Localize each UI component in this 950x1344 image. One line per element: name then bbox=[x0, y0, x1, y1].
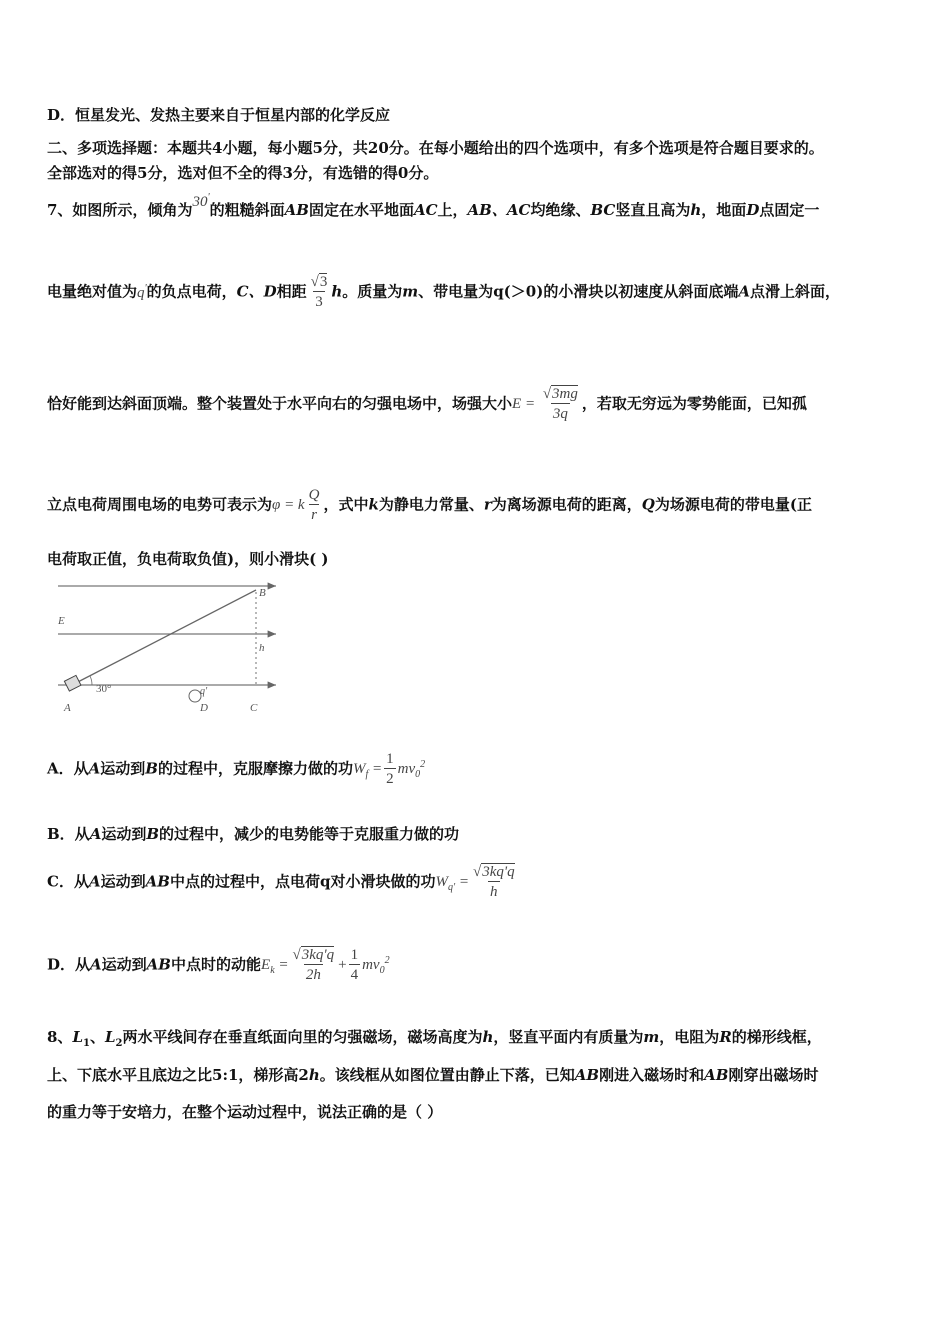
q8-text: ，竖直平面内有质量为 bbox=[493, 1028, 644, 1046]
q7-text: 的粗糙斜面 bbox=[209, 201, 285, 219]
q7-text: 上， bbox=[437, 201, 468, 219]
opt-var: A bbox=[90, 955, 102, 974]
q7-line2 bbox=[47, 273, 840, 312]
q7-var: AC bbox=[413, 201, 438, 219]
opt-text: 运动到 bbox=[100, 872, 146, 891]
opt-text: 运动到 bbox=[101, 825, 147, 843]
field-equation: E = $\frac{√3mg}{3q}$ bbox=[512, 386, 578, 422]
q8-var: AB bbox=[704, 1066, 729, 1084]
opt-var: q bbox=[319, 872, 331, 891]
q7-text: ，式中 bbox=[323, 495, 369, 514]
q7-var: r bbox=[483, 495, 492, 514]
opt-var: A bbox=[89, 825, 102, 843]
potential-equation: φ = k $\frac{Q}{r}$ bbox=[272, 487, 320, 523]
option-d bbox=[47, 946, 390, 985]
q8-var: h bbox=[308, 1066, 320, 1084]
label-a: A bbox=[64, 702, 71, 714]
q7-text: 恰好能到达斜面顶端。整个装置处于水平向右的匀强电场中，场强大小 bbox=[47, 394, 513, 413]
q8-line1 bbox=[47, 1026, 822, 1049]
opt-var: AB bbox=[145, 872, 170, 891]
option-a-formula: $W_f$ = $\frac{1}{2}$ $mv_0^2$ bbox=[353, 751, 426, 787]
q7-text: 固定在水平地面 bbox=[308, 201, 414, 219]
q7-text: 电量绝对值为 bbox=[47, 282, 138, 301]
q8-var: L bbox=[104, 1028, 116, 1046]
opt-text: 运动到 bbox=[101, 955, 147, 974]
q8-sub: 1 bbox=[82, 1038, 90, 1049]
q8-var: m bbox=[643, 1028, 660, 1046]
q7-line3 bbox=[47, 385, 807, 424]
q7-text: 为场源电荷的带电量(正 bbox=[654, 495, 812, 514]
label-q: q' bbox=[200, 686, 208, 697]
q8-text: 的梯形线框， bbox=[731, 1028, 822, 1046]
q8-text: 上、下底水平且底边之比5:1，梯形高2 bbox=[47, 1066, 309, 1084]
label-e: E bbox=[58, 615, 65, 627]
q8-text: ，电阻为 bbox=[659, 1028, 720, 1046]
q8-line3: 的重力等于安培力，在整个运动过程中，说法正确的是（ ） bbox=[47, 1103, 443, 1121]
charge-q: q' bbox=[137, 283, 147, 301]
q7-text: ，地面 bbox=[701, 201, 747, 219]
opt-text: A．从 bbox=[47, 759, 89, 778]
label-c: C bbox=[250, 702, 258, 714]
q7-text: 的小滑块以初速度从斜面底端 bbox=[543, 282, 739, 301]
opt-text: 对小滑块做的功 bbox=[330, 872, 436, 891]
q7-line5: 电荷取正值，负电荷取负值)，则小滑块( ) bbox=[47, 550, 329, 568]
q8-text: 两水平线间存在垂直纸面向里的匀强磁场，磁场高度为 bbox=[122, 1028, 483, 1046]
q7-var: D bbox=[746, 201, 760, 219]
incline-ab bbox=[72, 590, 256, 685]
opt-text: 的过程中，克服摩擦力做的功 bbox=[157, 759, 353, 778]
q7-text: 点固定一 bbox=[759, 201, 820, 219]
q8-var: R bbox=[719, 1028, 732, 1046]
q7-var: AB bbox=[284, 201, 309, 219]
q8-sub: 2 bbox=[115, 1038, 123, 1049]
label-d: D bbox=[200, 702, 208, 714]
q7-text: 点滑上斜面， bbox=[749, 282, 840, 301]
opt-var: A bbox=[88, 872, 101, 891]
q7-line1 bbox=[47, 191, 820, 221]
angle-value: 30' bbox=[192, 191, 210, 210]
section2-header: 二、多项选择题：本题共4小题，每小题5分，共20分。在每小题给出的四个选项中，有多个选项是符合题目要求的。 bbox=[47, 139, 824, 157]
q7-var: BC bbox=[590, 201, 616, 219]
q7-text: 均绝缘、 bbox=[530, 201, 591, 219]
option-b bbox=[47, 823, 459, 844]
q8-text: 、 bbox=[89, 1028, 105, 1046]
q7-text: 竖直且高为 bbox=[615, 201, 691, 219]
q7-text: 。质量为 bbox=[342, 282, 403, 301]
q8-var: AB bbox=[574, 1066, 600, 1084]
q7-text: 、带电量为 bbox=[418, 282, 494, 301]
opt-var: A bbox=[88, 759, 101, 778]
option-a bbox=[47, 750, 425, 789]
opt-text: D．从 bbox=[47, 955, 91, 974]
q7-var: Q bbox=[641, 495, 655, 514]
q7-text: 为离场源电荷的距离， bbox=[491, 495, 642, 514]
q6-option-d: D．恒星发光、发热主要来自于恒星内部的化学反应 bbox=[47, 106, 391, 124]
q7-text: 的负点电荷， bbox=[146, 282, 237, 301]
opt-var: B bbox=[145, 759, 158, 778]
q7-text: 7、如图所示，倾角为 bbox=[47, 201, 193, 219]
q7-text: q(＞0) bbox=[493, 282, 544, 301]
opt-text: 的过程中，减少的电势能等于克服重力做的功 bbox=[159, 825, 460, 843]
q7-var: h bbox=[690, 201, 702, 219]
q8-text: 刚进入磁场时和 bbox=[599, 1066, 705, 1084]
slider-block bbox=[64, 675, 81, 691]
opt-text: B．从 bbox=[47, 825, 90, 843]
opt-text: 运动到 bbox=[100, 759, 146, 778]
q8-var: L bbox=[72, 1028, 83, 1046]
distance-fraction: $\frac{√3}{3}$ bbox=[310, 274, 328, 310]
q7-var: C、D bbox=[236, 282, 277, 301]
section2-header-line2: 全部选对的得5分，选对但不全的得3分，有选错的得0分。 bbox=[47, 164, 439, 182]
opt-text: C．从 bbox=[47, 872, 89, 891]
angle-arc bbox=[90, 676, 92, 685]
q7-var: AB、AC bbox=[467, 201, 531, 219]
q7-var: m bbox=[402, 282, 419, 301]
q7-var: k bbox=[368, 495, 379, 514]
q7-text: 为静电力常量、 bbox=[378, 495, 484, 514]
q8-text: 8、 bbox=[47, 1028, 73, 1046]
q7-line4 bbox=[47, 486, 812, 525]
opt-var: B bbox=[146, 825, 160, 843]
q8-var: h bbox=[482, 1028, 494, 1046]
label-h: h bbox=[259, 642, 265, 654]
label-angle: 30° bbox=[96, 683, 112, 695]
opt-var: AB bbox=[146, 955, 171, 974]
label-b: B bbox=[259, 587, 266, 599]
option-c bbox=[47, 863, 519, 902]
q7-figure bbox=[50, 578, 290, 718]
q7-text: 立点电荷周围电场的电势可表示为 bbox=[47, 495, 273, 514]
q7-var: h bbox=[331, 282, 343, 301]
q7-text: ，若取无穷远为零势能面，已知孤 bbox=[581, 394, 807, 413]
q8-text: 。该线框从如图位置由静止下落，已知 bbox=[319, 1066, 575, 1084]
opt-text: 中点时的动能 bbox=[171, 955, 262, 974]
opt-text: 中点的过程中，点电荷 bbox=[169, 872, 320, 891]
q7-text: 相距 bbox=[276, 282, 307, 301]
option-d-formula: $E_k$ = $\frac{√3kq'q}{2h}$ + $\frac{1}{4}$ $mv_0^2$ bbox=[261, 947, 390, 983]
q8-text: 刚穿出磁场时 bbox=[728, 1066, 819, 1084]
q8-line2 bbox=[47, 1064, 818, 1085]
option-c-formula: $W_{q'}$ = $\frac{√3kq'q}{h}$ bbox=[435, 864, 515, 900]
q7-var: A bbox=[738, 282, 750, 301]
